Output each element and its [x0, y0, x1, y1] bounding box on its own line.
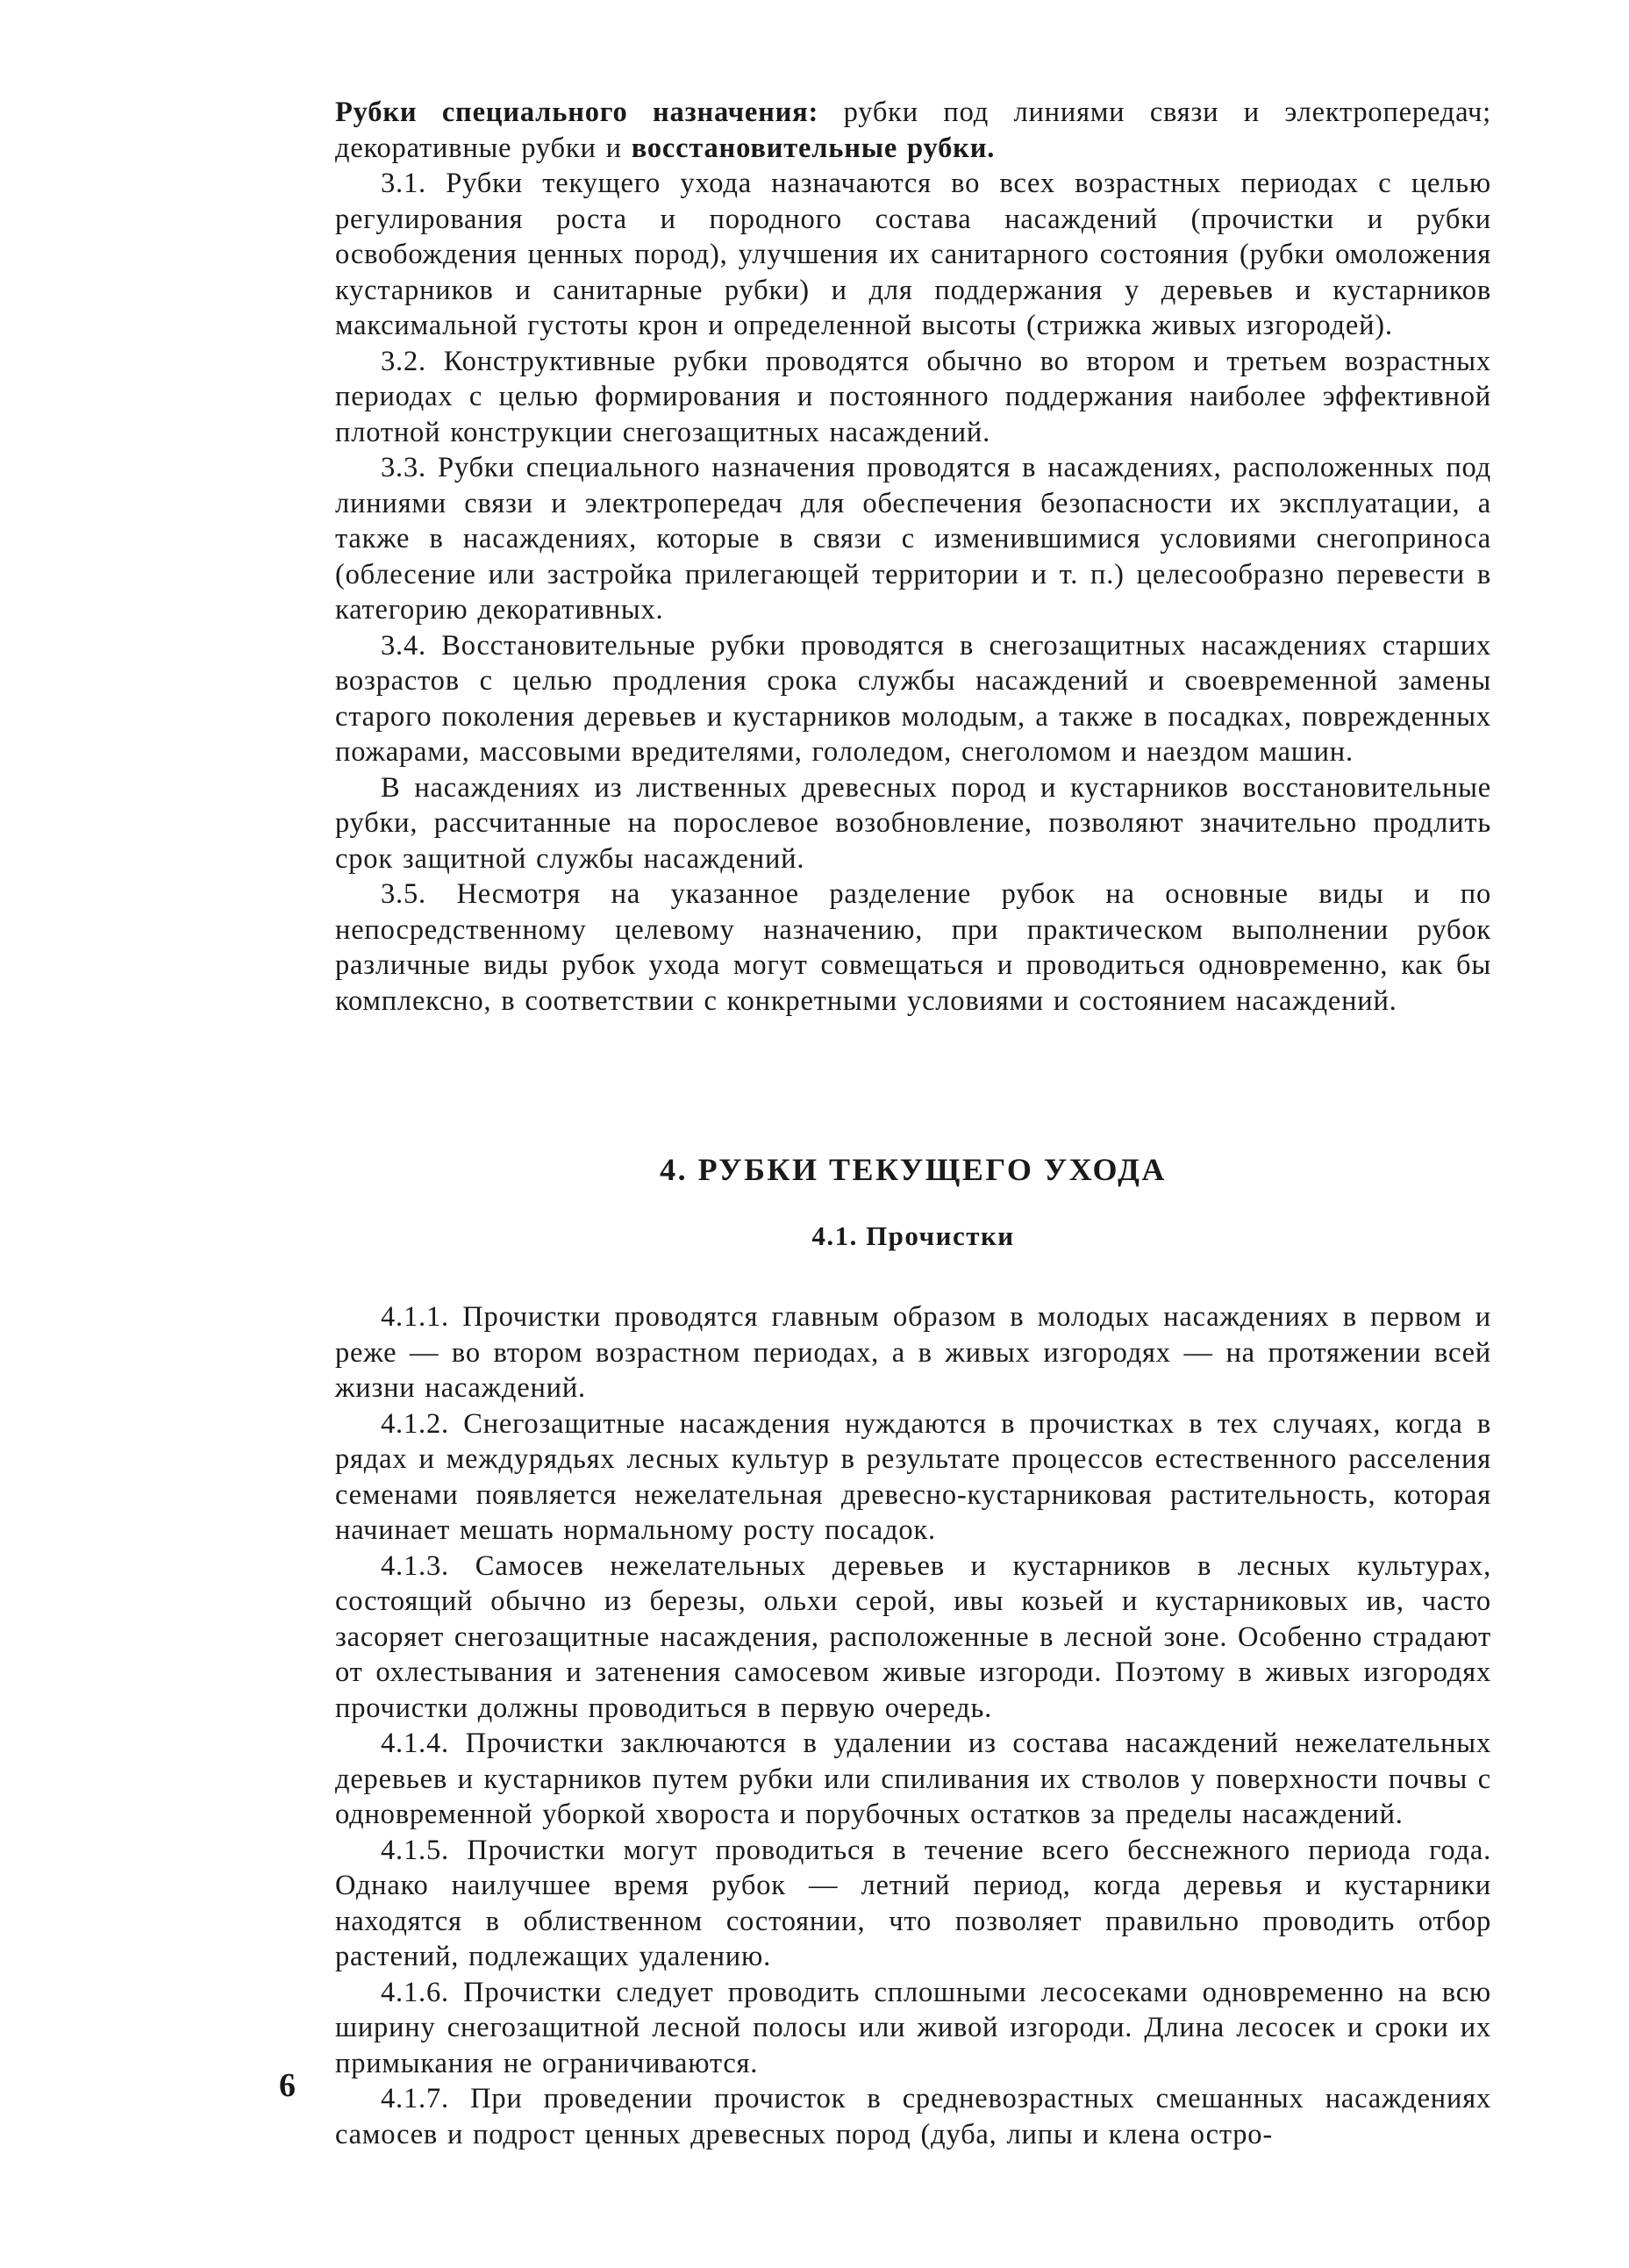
paragraph-4-1-2: 4.1.2. Снегозащитные насаждения нуждаются в прочистках в тех случаях, когда в рядах и междурядьях лесных культур в результате процессов естественного расселения семенами появляется нежелательная древесно-кустарниковая растительность, которая начинает мешать нормальному росту посадок. [335, 1407, 1491, 1546]
paragraph-3-4: 3.4. Восстановительные рубки проводятся в снегозащитных насаждениях старших возрастов с целью продления срока службы насаждений и своевременной замены старого поколения деревьев и кустарников молодым, а также в посадках, поврежденных пожарами, массовыми вредителями, гололедом, снеголомом и наездом машин. [335, 629, 1491, 768]
paragraph-4-1-4: 4.1.4. Прочистки заключаются в удалении из состава насаждений нежелательных деревьев и кустарников путем рубки или спиливания их стволов у поверхности почвы с одновременной уборкой хвороста и порубочных остатков за пределы насаждений. [335, 1728, 1491, 1830]
paragraph-4-1-1: 4.1.1. Прочистки проводятся главным образом в молодых насаждениях в первом и реже — во втором возрастном периодах, а в живых изгородях — на протяжении всей жизни насаждений. [335, 1301, 1491, 1404]
document-page [335, 95, 1491, 2152]
intro-bold-lead: Рубки специального назначения: [335, 97, 819, 128]
paragraph-3-4-continued: В насаждениях из лиственных древесных пород и кустарников восстановительные рубки, рассчитанные на порослевое возобновление, позволяют значительно продлить срок защитной службы насаждений. [335, 771, 1491, 875]
subsection-heading: 4.1. Прочистки [811, 1220, 1015, 1251]
paragraph-4-1-7: 4.1.7. При проведении прочисток в средневозрастных смешанных насаждениях самосев и подрост ценных древесных пород (дуба, липы и клена остро- [335, 2083, 1491, 2150]
paragraph-4-1-6: 4.1.6. Прочистки следует проводить сплошными лесосеками одновременно на всю ширину снегозащитной лесной полосы или живой изгороди. Длина лесосек и сроки их примыкания не ограничиваются. [335, 1976, 1491, 2079]
section-spacer [335, 1019, 1491, 1150]
paragraph-3-1: 3.1. Рубки текущего ухода назначаются во всех возрастных периодах с целью регулирования роста и породного состава насаждений (прочистки и рубки освобождения ценных пород), улучшения их санитарного состояния (рубки омоложения кустарников и санитарные рубки) и для поддержания у деревьев и кустарников максимальной густоты крон и определенной высоты (стрижка живых изгородей). [335, 168, 1491, 341]
paragraph-4-1-3: 4.1.3. Самосев нежелательных деревьев и кустарников в лесных культурах, состоящий обычно из березы, ольхи серой, ивы козьей и кустарниковых ив, часто засоряет снегозащитные насаждения, расположенные в лесной зоне. Особенно страдают от охлестывания и затенения самосевом живые изгороди. Поэтому в живых изгородях прочистки должны проводиться в первую очередь. [335, 1549, 1491, 1724]
page-number: 6 [279, 2067, 296, 2104]
section-heading: 4. РУБКИ ТЕКУЩЕГО УХОДА [660, 1152, 1167, 1187]
paragraph-3-3: 3.3. Рубки специального назначения проводятся в насаждениях, расположенных под линиями связи и электропередач для обеспечения безопасности их эксплуатации, а также в насаждениях, которые в связи с изменившимися условиями снегоприноса (облесение или застройка прилегающей территории и т. п.) целесообразно перевести в категорию декоративных. [335, 452, 1491, 626]
paragraph-4-1-5: 4.1.5. Прочистки могут проводиться в течение всего бесснежного периода года. Однако наилучшее время рубок — летний период, когда деревья и кустарники находятся в облиственном состоянии, что позволяет правильно проводить отбор растений, подлежащих удалению. [335, 1834, 1491, 1972]
paragraph-3-5: 3.5. Несмотря на указанное разделение рубок на основные виды и по непосредственному целевому назначению, при практическом выполнении рубок различные виды рубок ухода могут совмещаться и проводиться одновременно, как бы комплексно, в соответствии с конкретными условиями и состоянием насаждений. [335, 878, 1491, 1017]
intro-text: рубки под линиями связи и электропередач; декоративные рубки и [335, 97, 1491, 164]
paragraph-3-2: 3.2. Конструктивные рубки проводятся обычно во втором и третьем возрастных периодах с целью формирования и постоянного поддержания наиболее эффективной плотной конструкции снегозащитных насаждений. [335, 345, 1491, 448]
intro-paragraph [335, 95, 1491, 166]
intro-bold-tail: восстановительные рубки. [631, 132, 996, 164]
